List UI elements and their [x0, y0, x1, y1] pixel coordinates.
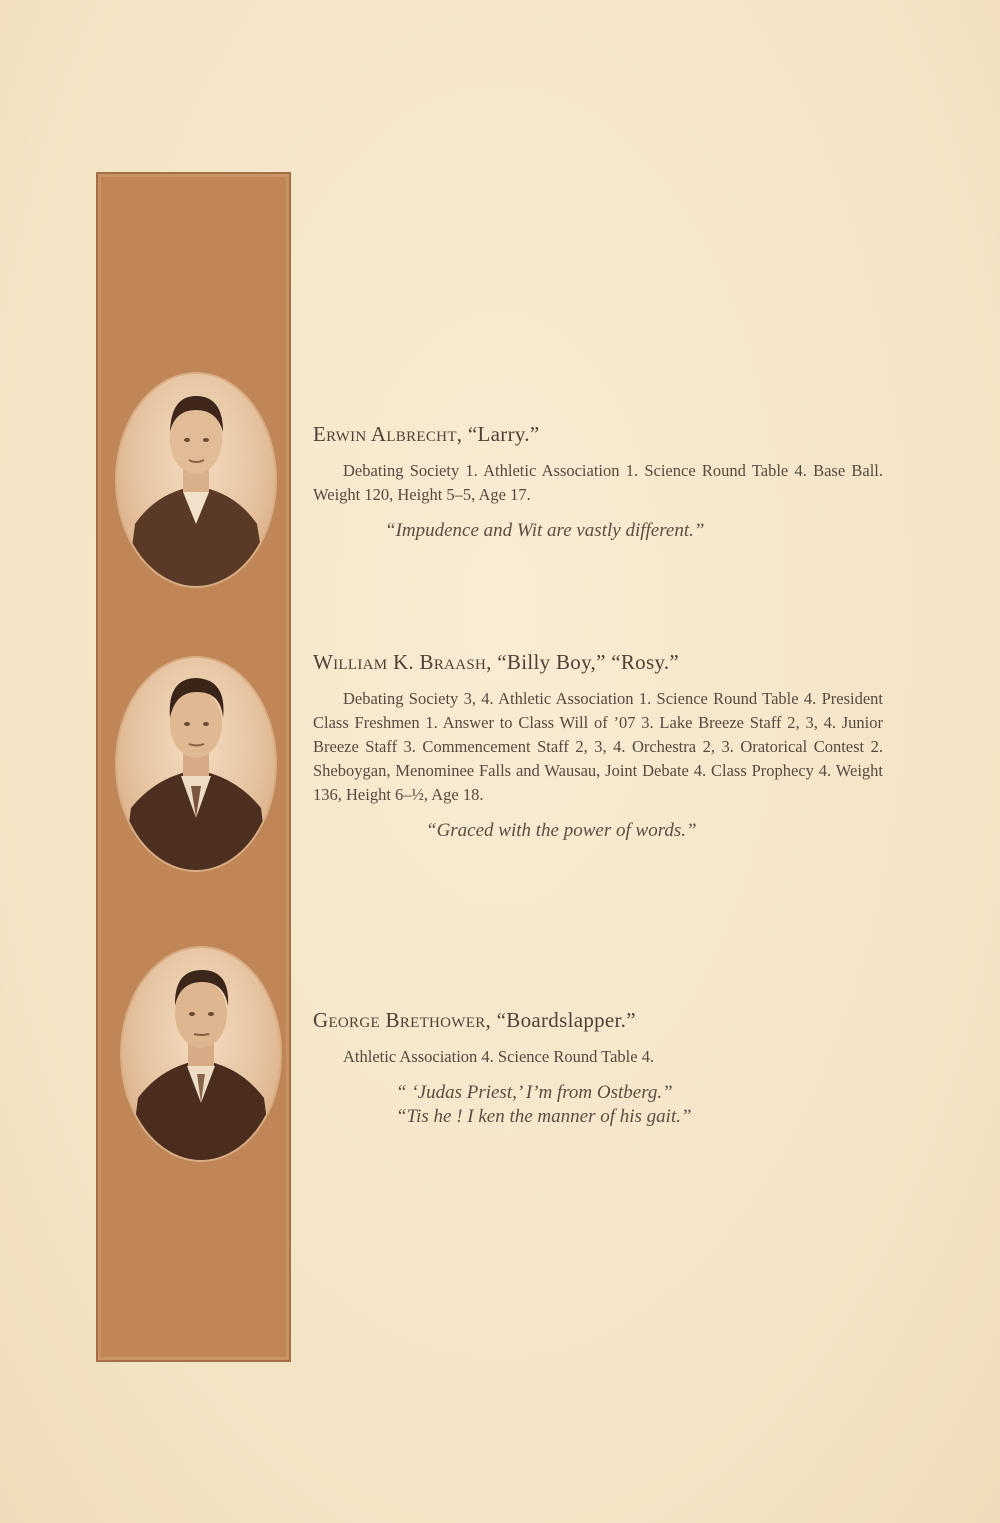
entry-name [313, 422, 883, 447]
portrait-william-braash [115, 656, 277, 872]
entry-name [313, 650, 883, 675]
student-nickname: “Billy Boy,” “Rosy.” [497, 650, 680, 674]
portrait-strip [96, 172, 291, 1362]
portrait-george-brethower [120, 946, 282, 1162]
student-name: William K. Braash, [313, 650, 492, 674]
student-nickname: “Boardslapper.” [496, 1008, 636, 1032]
student-activities: Debating Society 1. Athletic Association 1. Science Round Table 4. Base Ball. Weight 120, Height 5–5, Age 17. [313, 461, 883, 504]
student-nickname: “Larry.” [467, 422, 540, 446]
student-name: George Brethower, [313, 1008, 492, 1032]
student-activities: Debating Society 3, 4. Athletic Association 1. Science Round Table 4. President Class Freshmen 1. Answer to Class Will of ’07 3. Lake Breeze Staff 2, 3, 4. Junior Breeze Staff 3. Commencement Staff 2, 3, 4. Orchestra 2, 3. Oratorical Contest 2. Sheboygan, Menominee Falls and Wausau, Joint Debate 4. Class Prophecy 4. Weight 136, Height 6–½, Age 18. [313, 689, 883, 804]
student-quote: “Graced with the power of words.” [426, 820, 697, 841]
entry-william-braash [313, 650, 883, 843]
student-quote-second: “Tis he ! I ken the manner of his gait.” [396, 1106, 692, 1127]
student-activities: Athletic Association 4. Science Round Table 4. [343, 1047, 655, 1066]
portrait-image [122, 948, 280, 1160]
portrait-erwin-albrecht [115, 372, 277, 588]
entry-erwin-albrecht [313, 422, 883, 543]
entry-george-brethower [313, 1008, 883, 1129]
student-quote: “ ‘Judas Priest,’ I’m from Ostberg.” [396, 1082, 673, 1103]
student-quote: “Impudence and Wit are vastly different.” [385, 520, 705, 541]
portrait-image [117, 374, 275, 586]
portrait-image [117, 658, 275, 870]
entry-name [313, 1008, 883, 1033]
student-name: Erwin Albrecht, [313, 422, 463, 446]
